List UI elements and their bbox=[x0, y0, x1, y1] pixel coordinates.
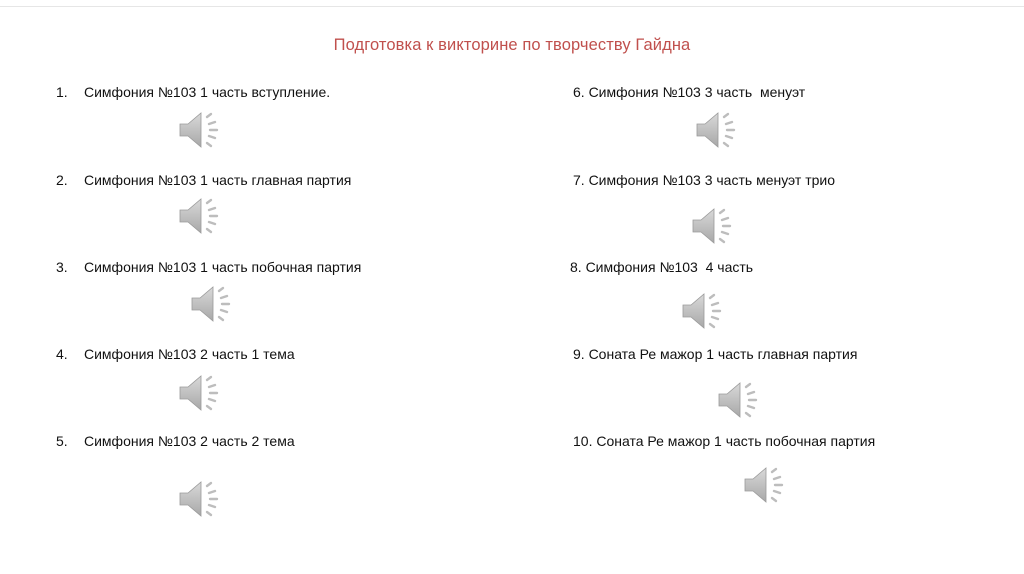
audio-speaker-icon[interactable] bbox=[741, 462, 793, 508]
speaker-glyph bbox=[715, 377, 767, 423]
item-label: Симфония №103 2 часть 1 тема bbox=[84, 346, 295, 362]
speaker-glyph bbox=[689, 203, 741, 249]
list-item-5 bbox=[56, 433, 295, 449]
slide-title: Подготовка к викторине по творчеству Гайдна bbox=[333, 36, 691, 54]
item-number: 1. bbox=[56, 84, 68, 100]
audio-speaker-icon[interactable] bbox=[176, 107, 228, 153]
top-divider bbox=[0, 6, 1024, 7]
speaker-glyph bbox=[176, 193, 228, 239]
item-label: Симфония №103 1 часть вступление. bbox=[84, 84, 331, 100]
audio-speaker-icon[interactable] bbox=[176, 476, 228, 522]
speaker-glyph bbox=[176, 476, 228, 522]
audio-speaker-icon[interactable] bbox=[693, 107, 745, 153]
speaker-glyph bbox=[176, 370, 228, 416]
speaker-glyph bbox=[679, 288, 731, 334]
speaker-glyph bbox=[188, 281, 240, 327]
list-item-10: 10. Соната Ре мажор 1 часть побочная партия bbox=[573, 433, 876, 449]
list-item-4 bbox=[56, 346, 295, 362]
audio-speaker-icon[interactable] bbox=[176, 370, 228, 416]
audio-speaker-icon[interactable] bbox=[689, 203, 741, 249]
audio-speaker-icon[interactable] bbox=[176, 193, 228, 239]
list-item-2 bbox=[56, 172, 351, 188]
list-item-7: 7. Симфония №103 3 часть менуэт трио bbox=[573, 172, 835, 188]
speaker-glyph bbox=[693, 107, 745, 153]
item-number: 2. bbox=[56, 172, 68, 188]
audio-speaker-icon[interactable] bbox=[679, 288, 731, 334]
list-item-8: 8. Симфония №103 4 часть bbox=[570, 259, 754, 275]
list-item-9: 9. Соната Ре мажор 1 часть главная партия bbox=[573, 346, 858, 362]
list-item-3 bbox=[56, 259, 361, 275]
speaker-glyph bbox=[741, 462, 793, 508]
item-number: 3. bbox=[56, 259, 68, 275]
list-item-1 bbox=[56, 84, 330, 100]
item-label: Симфония №103 1 часть побочная партия bbox=[84, 259, 362, 275]
item-number: 5. bbox=[56, 433, 68, 449]
speaker-glyph bbox=[176, 107, 228, 153]
item-label: Симфония №103 1 часть главная партия bbox=[84, 172, 352, 188]
audio-speaker-icon[interactable] bbox=[188, 281, 240, 327]
item-number: 4. bbox=[56, 346, 68, 362]
audio-speaker-icon[interactable] bbox=[715, 377, 767, 423]
list-item-6: 6. Симфония №103 3 часть менуэт bbox=[573, 84, 806, 100]
item-label: Симфония №103 2 часть 2 тема bbox=[84, 433, 295, 449]
